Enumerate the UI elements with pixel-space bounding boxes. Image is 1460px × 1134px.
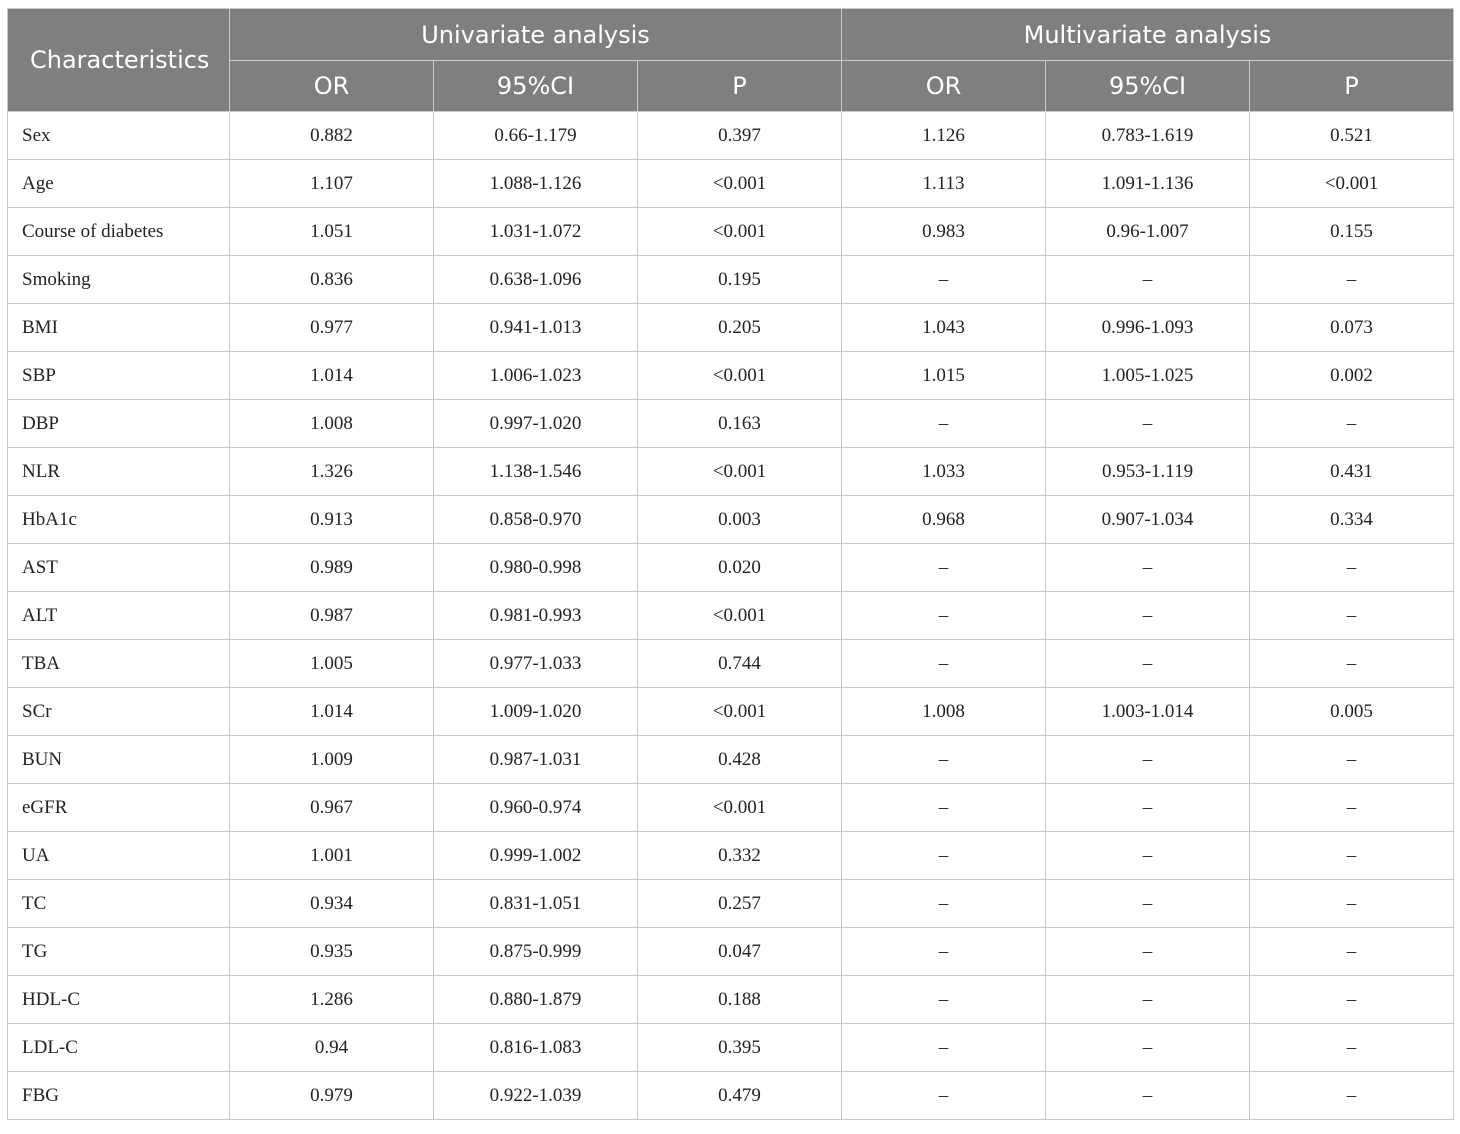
uni-ci-cell: 1.006-1.023	[434, 352, 638, 400]
multi-p-cell: 0.334	[1250, 496, 1454, 544]
multi-or-cell: –	[842, 640, 1046, 688]
multi-p-cell: –	[1250, 544, 1454, 592]
multi-or-cell: 1.043	[842, 304, 1046, 352]
uni-or-cell: 0.934	[230, 880, 434, 928]
multi-ci-cell: –	[1046, 976, 1250, 1024]
multi-or-cell: –	[842, 832, 1046, 880]
multi-ci-cell: –	[1046, 544, 1250, 592]
table-row	[8, 544, 1454, 592]
uni-p-cell: <0.001	[638, 208, 842, 256]
uni-ci-cell: 0.960-0.974	[434, 784, 638, 832]
row-label: AST	[8, 544, 230, 592]
uni-ci-cell: 0.980-0.998	[434, 544, 638, 592]
uni-ci-cell: 0.638-1.096	[434, 256, 638, 304]
row-label: SBP	[8, 352, 230, 400]
uni-or-cell: 1.051	[230, 208, 434, 256]
table-row	[8, 352, 1454, 400]
table-row	[8, 640, 1454, 688]
uni-p-cell: 0.744	[638, 640, 842, 688]
multi-or-cell: –	[842, 544, 1046, 592]
multi-p-cell: –	[1250, 400, 1454, 448]
table-body	[8, 112, 1454, 1120]
uni-or-cell: 0.836	[230, 256, 434, 304]
multi-ci-cell: –	[1046, 880, 1250, 928]
uni-p-cell: 0.003	[638, 496, 842, 544]
row-label: DBP	[8, 400, 230, 448]
table-row	[8, 784, 1454, 832]
multi-or-cell: –	[842, 928, 1046, 976]
multi-p-cell: –	[1250, 640, 1454, 688]
uni-ci-cell: 1.031-1.072	[434, 208, 638, 256]
multi-ci-cell: 1.003-1.014	[1046, 688, 1250, 736]
multi-or-cell: 0.983	[842, 208, 1046, 256]
multi-ci-cell: 0.953-1.119	[1046, 448, 1250, 496]
header-multi-p: P	[1250, 61, 1454, 112]
uni-p-cell: <0.001	[638, 448, 842, 496]
uni-ci-cell: 0.831-1.051	[434, 880, 638, 928]
header-uni-or: OR	[230, 61, 434, 112]
uni-ci-cell: 1.138-1.546	[434, 448, 638, 496]
uni-or-cell: 0.987	[230, 592, 434, 640]
uni-or-cell: 1.001	[230, 832, 434, 880]
uni-or-cell: 0.94	[230, 1024, 434, 1072]
uni-or-cell: 1.286	[230, 976, 434, 1024]
row-label: SCr	[8, 688, 230, 736]
multi-or-cell: 1.033	[842, 448, 1046, 496]
multi-or-cell: 1.008	[842, 688, 1046, 736]
uni-ci-cell: 0.922-1.039	[434, 1072, 638, 1120]
uni-p-cell: <0.001	[638, 352, 842, 400]
table-row	[8, 976, 1454, 1024]
table-row	[8, 592, 1454, 640]
row-label: TG	[8, 928, 230, 976]
multi-ci-cell: –	[1046, 736, 1250, 784]
row-label: BUN	[8, 736, 230, 784]
row-label: HbA1c	[8, 496, 230, 544]
uni-ci-cell: 0.997-1.020	[434, 400, 638, 448]
multi-p-cell: –	[1250, 256, 1454, 304]
uni-p-cell: 0.020	[638, 544, 842, 592]
row-label: Sex	[8, 112, 230, 160]
table-row	[8, 1024, 1454, 1072]
multi-or-cell: –	[842, 256, 1046, 304]
uni-p-cell: 0.188	[638, 976, 842, 1024]
row-label: LDL-C	[8, 1024, 230, 1072]
uni-or-cell: 0.979	[230, 1072, 434, 1120]
uni-p-cell: 0.257	[638, 880, 842, 928]
table-row	[8, 1072, 1454, 1120]
table-row	[8, 208, 1454, 256]
table-row	[8, 256, 1454, 304]
multi-or-cell: 0.968	[842, 496, 1046, 544]
multi-p-cell: –	[1250, 976, 1454, 1024]
row-label: HDL-C	[8, 976, 230, 1024]
uni-ci-cell: 0.858-0.970	[434, 496, 638, 544]
multi-p-cell: –	[1250, 928, 1454, 976]
row-label: NLR	[8, 448, 230, 496]
uni-p-cell: <0.001	[638, 160, 842, 208]
multi-or-cell: –	[842, 784, 1046, 832]
table-row	[8, 112, 1454, 160]
uni-p-cell: 0.047	[638, 928, 842, 976]
multi-or-cell: 1.126	[842, 112, 1046, 160]
row-label: UA	[8, 832, 230, 880]
uni-p-cell: <0.001	[638, 688, 842, 736]
uni-ci-cell: 0.987-1.031	[434, 736, 638, 784]
multi-ci-cell: –	[1046, 1072, 1250, 1120]
row-label: FBG	[8, 1072, 230, 1120]
uni-ci-cell: 0.981-0.993	[434, 592, 638, 640]
uni-p-cell: 0.205	[638, 304, 842, 352]
multi-p-cell: 0.002	[1250, 352, 1454, 400]
uni-or-cell: 0.977	[230, 304, 434, 352]
table-row	[8, 736, 1454, 784]
uni-p-cell: 0.428	[638, 736, 842, 784]
uni-ci-cell: 1.088-1.126	[434, 160, 638, 208]
multi-ci-cell: 0.996-1.093	[1046, 304, 1250, 352]
header-uni-ci: 95%CI	[434, 61, 638, 112]
header-multivariate: Multivariate analysis	[842, 9, 1454, 61]
uni-or-cell: 0.913	[230, 496, 434, 544]
uni-or-cell: 1.008	[230, 400, 434, 448]
row-label: Age	[8, 160, 230, 208]
table-row	[8, 304, 1454, 352]
uni-or-cell: 1.107	[230, 160, 434, 208]
multi-ci-cell: –	[1046, 592, 1250, 640]
table-row	[8, 448, 1454, 496]
uni-ci-cell: 0.977-1.033	[434, 640, 638, 688]
row-label: Course of diabetes	[8, 208, 230, 256]
multi-p-cell: <0.001	[1250, 160, 1454, 208]
uni-ci-cell: 0.875-0.999	[434, 928, 638, 976]
multi-ci-cell: 0.783-1.619	[1046, 112, 1250, 160]
header-multi-ci: 95%CI	[1046, 61, 1250, 112]
row-label: BMI	[8, 304, 230, 352]
multi-ci-cell: 0.96-1.007	[1046, 208, 1250, 256]
multi-ci-cell: –	[1046, 640, 1250, 688]
multi-or-cell: 1.113	[842, 160, 1046, 208]
uni-p-cell: 0.397	[638, 112, 842, 160]
table-header	[8, 9, 1454, 112]
uni-or-cell: 0.989	[230, 544, 434, 592]
multi-ci-cell: –	[1046, 400, 1250, 448]
multi-p-cell: –	[1250, 784, 1454, 832]
multi-p-cell: –	[1250, 880, 1454, 928]
row-label: TBA	[8, 640, 230, 688]
uni-or-cell: 1.005	[230, 640, 434, 688]
uni-ci-cell: 0.66-1.179	[434, 112, 638, 160]
header-univariate: Univariate analysis	[230, 9, 842, 61]
multi-ci-cell: –	[1046, 784, 1250, 832]
multi-or-cell: –	[842, 1072, 1046, 1120]
table-row	[8, 928, 1454, 976]
row-label: eGFR	[8, 784, 230, 832]
uni-ci-cell: 1.009-1.020	[434, 688, 638, 736]
uni-p-cell: 0.332	[638, 832, 842, 880]
multi-p-cell: 0.155	[1250, 208, 1454, 256]
uni-ci-cell: 0.999-1.002	[434, 832, 638, 880]
uni-or-cell: 1.014	[230, 352, 434, 400]
uni-or-cell: 0.882	[230, 112, 434, 160]
uni-or-cell: 1.009	[230, 736, 434, 784]
table-row	[8, 832, 1454, 880]
uni-p-cell: 0.479	[638, 1072, 842, 1120]
header-uni-p: P	[638, 61, 842, 112]
uni-p-cell: <0.001	[638, 592, 842, 640]
regression-table-container	[7, 8, 1453, 1120]
multi-or-cell: –	[842, 976, 1046, 1024]
multi-p-cell: 0.521	[1250, 112, 1454, 160]
table-row	[8, 400, 1454, 448]
multi-or-cell: 1.015	[842, 352, 1046, 400]
multi-p-cell: 0.073	[1250, 304, 1454, 352]
multi-or-cell: –	[842, 880, 1046, 928]
multi-ci-cell: 1.005-1.025	[1046, 352, 1250, 400]
multi-p-cell: –	[1250, 832, 1454, 880]
multi-p-cell: –	[1250, 1072, 1454, 1120]
uni-or-cell: 1.014	[230, 688, 434, 736]
uni-or-cell: 0.967	[230, 784, 434, 832]
uni-p-cell: 0.395	[638, 1024, 842, 1072]
multi-ci-cell: 1.091-1.136	[1046, 160, 1250, 208]
multi-ci-cell: 0.907-1.034	[1046, 496, 1250, 544]
multi-p-cell: 0.431	[1250, 448, 1454, 496]
multi-or-cell: –	[842, 1024, 1046, 1072]
multi-ci-cell: –	[1046, 256, 1250, 304]
table-row	[8, 880, 1454, 928]
regression-table	[7, 8, 1454, 1120]
table-row	[8, 496, 1454, 544]
uni-ci-cell: 0.941-1.013	[434, 304, 638, 352]
multi-or-cell: –	[842, 592, 1046, 640]
table-row	[8, 160, 1454, 208]
header-characteristics: Characteristics	[8, 9, 230, 112]
uni-p-cell: 0.163	[638, 400, 842, 448]
uni-or-cell: 0.935	[230, 928, 434, 976]
multi-or-cell: –	[842, 400, 1046, 448]
row-label: ALT	[8, 592, 230, 640]
multi-or-cell: –	[842, 736, 1046, 784]
header-multi-or: OR	[842, 61, 1046, 112]
table-row	[8, 688, 1454, 736]
multi-p-cell: –	[1250, 736, 1454, 784]
uni-or-cell: 1.326	[230, 448, 434, 496]
multi-ci-cell: –	[1046, 928, 1250, 976]
uni-p-cell: <0.001	[638, 784, 842, 832]
multi-ci-cell: –	[1046, 832, 1250, 880]
multi-p-cell: –	[1250, 1024, 1454, 1072]
multi-ci-cell: –	[1046, 1024, 1250, 1072]
multi-p-cell: –	[1250, 592, 1454, 640]
multi-p-cell: 0.005	[1250, 688, 1454, 736]
row-label: TC	[8, 880, 230, 928]
uni-ci-cell: 0.880-1.879	[434, 976, 638, 1024]
uni-ci-cell: 0.816-1.083	[434, 1024, 638, 1072]
uni-p-cell: 0.195	[638, 256, 842, 304]
row-label: Smoking	[8, 256, 230, 304]
